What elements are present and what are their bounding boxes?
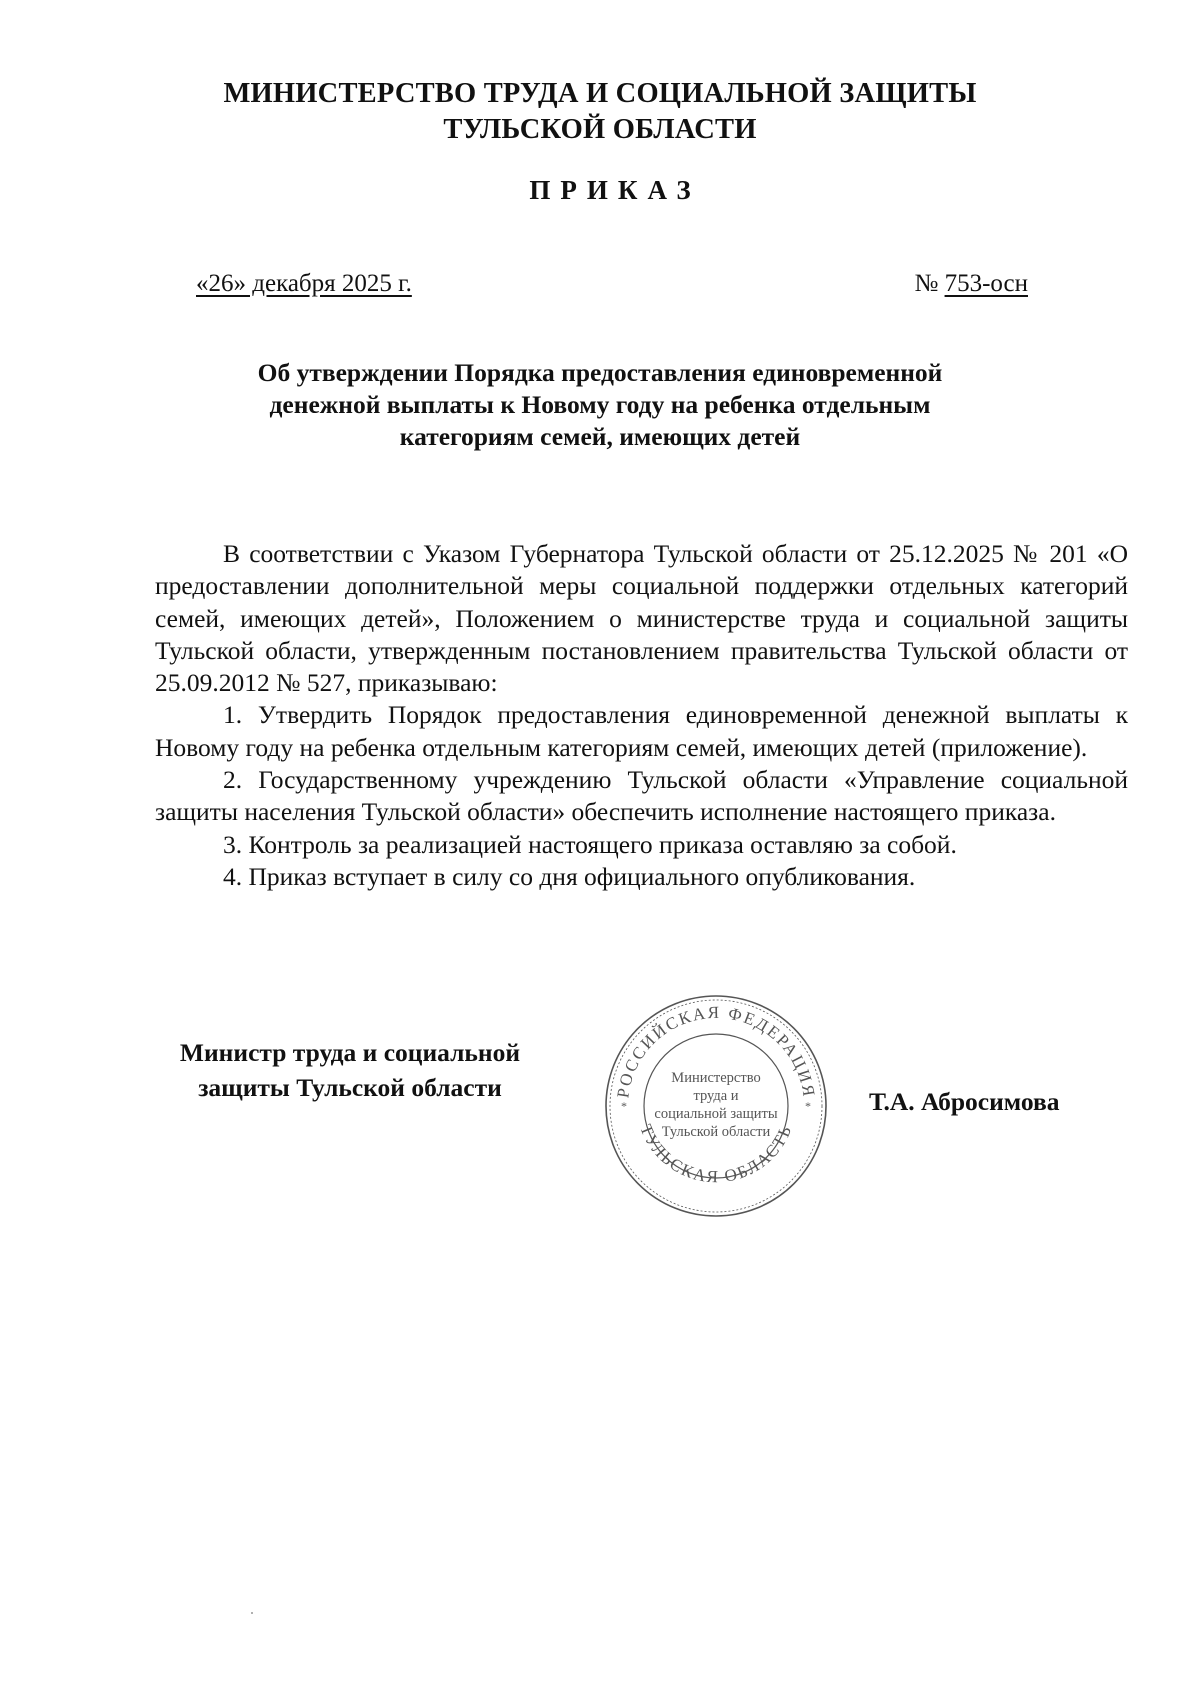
stamp-inner-line4: Тульской области: [661, 1124, 771, 1140]
stamp-outer-top-text: РОССИЙСКАЯ ФЕДЕРАЦИЯ: [613, 1002, 819, 1100]
signer-title: [140, 1035, 560, 1105]
preamble-paragraph: В соответствии с Указом Губернатора Тульской области от 25.12.2025 № 201 «О предоставлении дополнительной меры социальной поддержки отдельных категорий семей, имеющих детей», Положением о министерстве труда и социальной защиты Тульской области, утвержденным постановлением правительства Тульской области от 25.09.2012 № 527, приказываю:: [155, 539, 1128, 698]
subject-line3: категориям семей, имеющих детей: [399, 422, 801, 451]
order-date: «26» декабря 2025 г.: [196, 270, 412, 297]
order-subject: [0, 357, 1200, 453]
stamp-inner-line3: социальной защиты: [654, 1106, 778, 1122]
order-number-value: 753-осн: [944, 270, 1028, 297]
order-item-4: 4. Приказ вступает в силу со дня официального опубликования.: [223, 861, 916, 891]
ministry-header: [0, 76, 1200, 148]
scan-speck: [251, 1612, 253, 1614]
signer-title-line2: защиты Тульской области: [198, 1073, 502, 1102]
stamp-inner-line1: Министерство: [671, 1070, 761, 1086]
stamp-star-right: *: [805, 1099, 811, 1113]
order-item-1: 1. Утвердить Порядок предоставления единовременной денежной выплаты к Новому году на ребенка отдельным категориям семей, имеющих детей (приложение).: [155, 700, 1128, 762]
signer-title-line1: Министр труда и социальной: [179, 1038, 521, 1067]
signer-name: Т.А. Абросимова: [869, 1087, 1060, 1116]
official-stamp: [602, 992, 830, 1220]
subject-line2: денежной выплаты к Новому году на ребенка отдельным: [269, 390, 931, 419]
subject-line1: Об утверждении Порядка предоставления единовременной: [257, 358, 943, 387]
order-number: [914, 270, 1028, 298]
stamp-star-left: *: [621, 1099, 627, 1113]
order-number-prefix: №: [914, 270, 939, 297]
order-title: ПРИКАЗ: [529, 175, 701, 205]
ministry-name-line2: ТУЛЬСКОЙ ОБЛАСТИ: [443, 114, 757, 145]
order-item-3: 3. Контроль за реализацией настоящего приказа оставляю за собой.: [223, 829, 957, 859]
stamp-inner-line2: труда и: [693, 1088, 739, 1104]
stamp-outer-bottom-text: ТУЛЬСКАЯ ОБЛАСТЬ: [636, 1121, 796, 1187]
order-body: [155, 538, 1128, 893]
ministry-name-line1: МИНИСТЕРСТВО ТРУДА И СОЦИАЛЬНОЙ ЗАЩИТЫ: [223, 78, 977, 109]
order-item-2: 2. Государственному учреждению Тульской области «Управление социальной защиты населения Тульской области» обеспечить исполнение настоящего приказа.: [155, 765, 1128, 827]
